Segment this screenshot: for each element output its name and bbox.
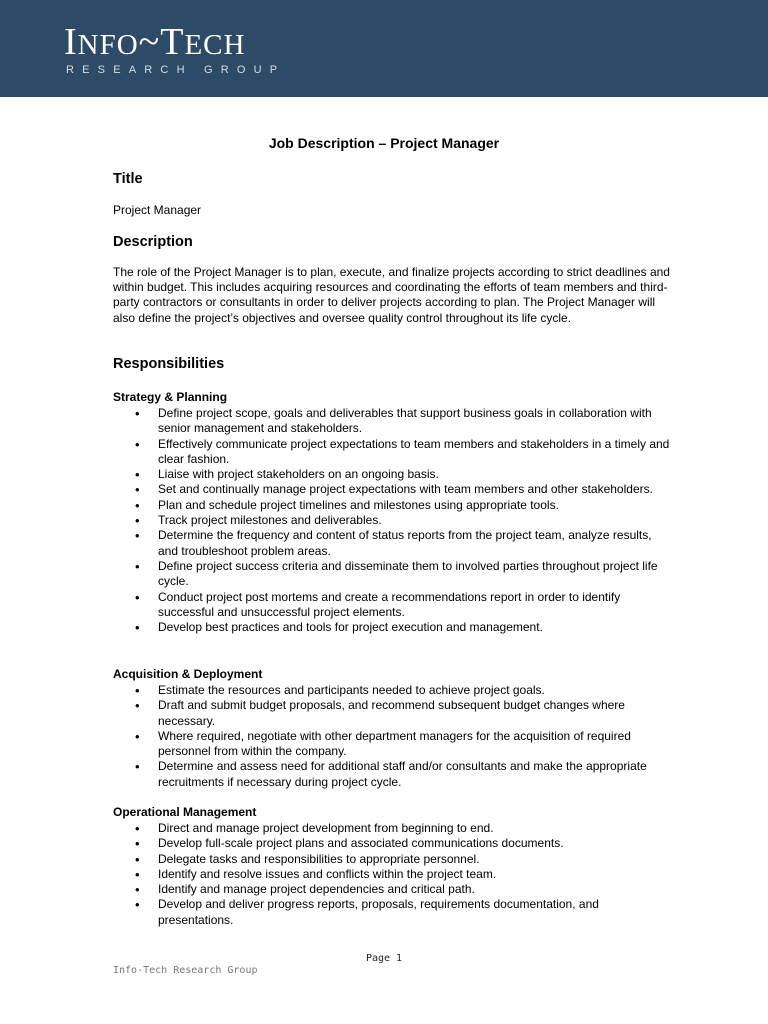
list-item: • Identify and resolve issues and conflicts within the project team.	[113, 867, 673, 882]
description-heading: Description	[113, 234, 193, 250]
list-item: • Direct and manage project development from beginning to end.	[113, 821, 673, 836]
operational-list	[113, 821, 673, 928]
title-value: Project Manager	[113, 203, 202, 217]
list-item: • Plan and schedule project timelines and milestones using appropriate tools.	[113, 498, 673, 513]
logo-wordmark	[64, 22, 245, 65]
list-item: • Delegate tasks and responsibilities to appropriate personnel.	[113, 852, 673, 867]
header-banner	[0, 0, 768, 97]
section-heading-operational: Operational Management	[113, 805, 257, 819]
list-item: • Set and continually manage project expectations with team members and other stakeholders.	[113, 482, 673, 497]
list-item: • Effectively communicate project expectations to team members and stakeholders in a timely and clear fashion.	[113, 437, 673, 468]
list-item: • Draft and submit budget proposals, and recommend subsequent budget changes where necessary.	[113, 698, 673, 729]
list-item: • Liaise with project stakeholders on an ongoing basis.	[113, 467, 673, 482]
list-item: • Where required, negotiate with other department managers for the acquisition of required personnel from within the company.	[113, 729, 673, 760]
list-item: • Develop and deliver progress reports, proposals, requirements documentation, and presentations.	[113, 897, 673, 928]
list-item: • Define project success criteria and disseminate them to involved parties throughout project life cycle.	[113, 559, 673, 590]
list-item: • Develop full-scale project plans and associated communications documents.	[113, 836, 673, 851]
list-item: • Develop best practices and tools for project execution and management.	[113, 620, 673, 635]
section-heading-acquisition: Acquisition & Deployment	[113, 667, 263, 681]
list-item: • Determine and assess need for additional staff and/or consultants and make the appropriate recruitments if necessary during project cycle.	[113, 759, 673, 790]
document-heading: Job Description – Project Manager	[268, 135, 500, 151]
list-item: • Identify and manage project dependencies and critical path.	[113, 882, 673, 897]
strategy-list	[113, 406, 673, 635]
list-item: • Define project scope, goals and deliverables that support business goals in collaboration with senior management and stakeholders.	[113, 406, 673, 437]
logo-letter-t: ~T	[138, 21, 185, 63]
section-heading-strategy: Strategy & Planning	[113, 390, 228, 404]
logo-tagline: RESEARCH GROUP	[66, 64, 286, 76]
list-item: • Determine the frequency and content of status reports from the project team, analyze results, and troubleshoot problem areas.	[113, 528, 673, 559]
list-item: • Track project milestones and deliverables.	[113, 513, 673, 528]
logo-letters-nfo: NFO	[77, 29, 139, 61]
logo-letter-i: I	[64, 21, 78, 63]
description-text: The role of the Project Manager is to plan, execute, and finalize projects according to strict deadlines and within budget. This includes acquiring resources and coordinating the efforts of team members and third-party contractors or consultants in order to deliver projects according to plan. The Project Manager will also define the project’s objectives and oversee quality control throughout its life cycle.	[113, 265, 670, 325]
title-heading: Title	[113, 171, 143, 187]
list-item: • Conduct project post mortems and create a recommendations report in order to identify successful and unsuccessful project elements.	[113, 590, 673, 621]
responsibilities-heading: Responsibilities	[113, 356, 225, 372]
page-number: Page 1	[365, 953, 403, 964]
list-item: • Estimate the resources and participants needed to achieve project goals.	[113, 683, 673, 698]
logo-letters-ech: ECH	[184, 29, 246, 61]
footer-organization: Info-Tech Research Group	[113, 965, 258, 976]
acquisition-list	[113, 683, 673, 790]
